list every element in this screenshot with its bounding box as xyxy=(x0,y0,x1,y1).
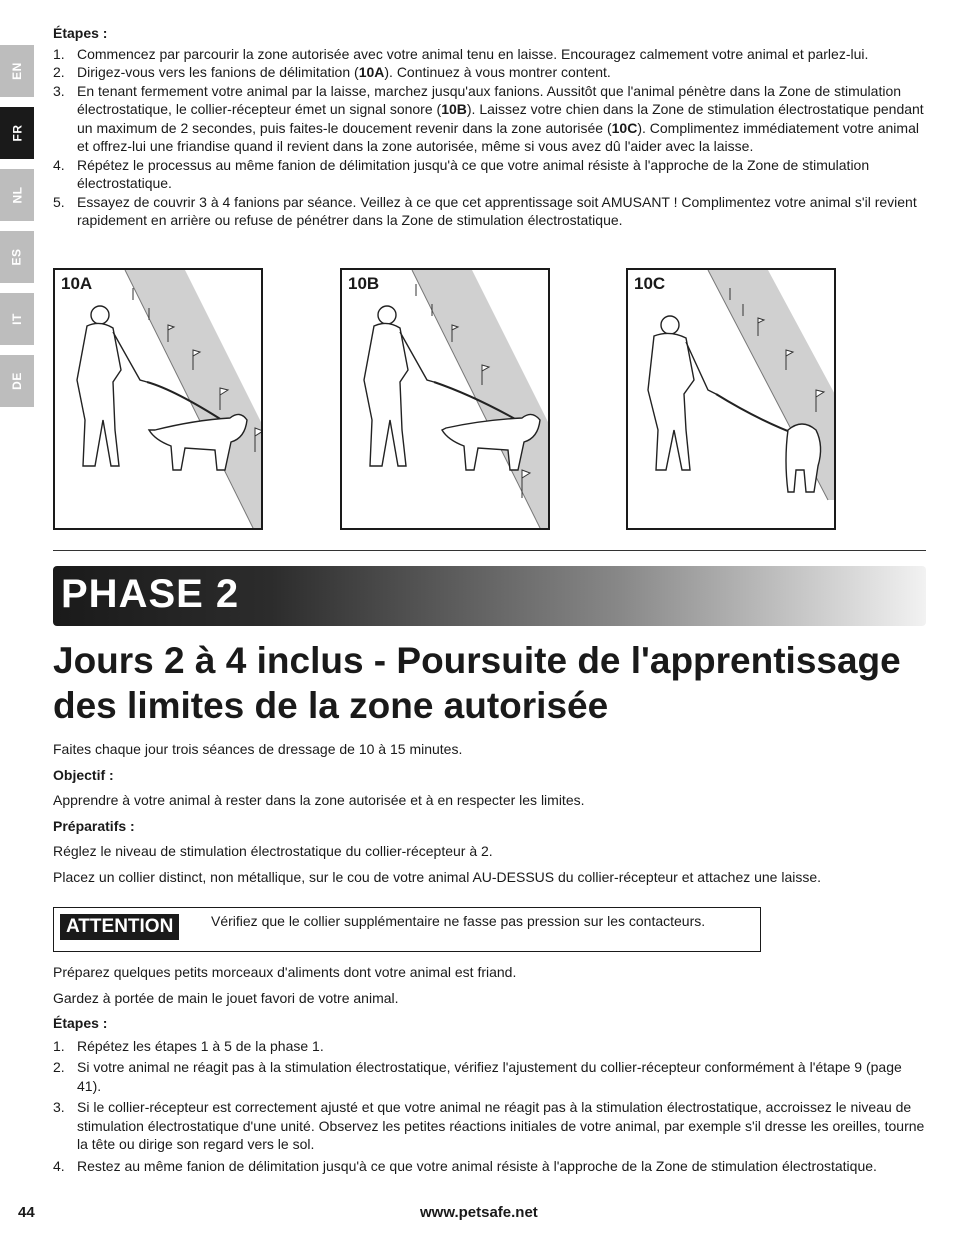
list-item-text: ). Continuez à vous montrer content. xyxy=(384,64,611,80)
figure-10b xyxy=(340,268,550,530)
list-item xyxy=(53,1157,926,1176)
lang-tab-label: ES xyxy=(9,248,24,266)
lang-tab-label: DE xyxy=(9,372,24,390)
list-item xyxy=(53,1098,926,1154)
bottom-steps-list xyxy=(53,1037,926,1176)
steps-heading-2: Étapes : xyxy=(53,1015,108,1031)
list-item-text: ). Complimentez immédiatement votre animal et offrez-lui une friandise quand il revient dans la zone autorisée, même si vous avez dû l'aider avec la laisse. xyxy=(77,119,919,154)
list-item-text: Restez au même fanion de délimitation jusqu'à ce que votre animal résiste à l'approche de la Zone de stimulation électrostatique. xyxy=(77,1157,877,1174)
list-item xyxy=(53,193,926,230)
figure-label: 10A xyxy=(61,274,93,293)
list-item-number: 2. xyxy=(53,1059,65,1075)
list-item-number: 4. xyxy=(53,156,65,173)
list-item-number: 4. xyxy=(53,1157,65,1174)
section-divider xyxy=(53,550,926,551)
list-item-text: 10C xyxy=(611,119,638,136)
figure-label: 10C xyxy=(634,274,666,293)
attention-box xyxy=(53,907,761,952)
lang-tab-label: FR xyxy=(10,124,24,142)
list-item-text: Commencez par parcourir la zone autorisée avec votre animal tenu en laisse. Encouragez calmement votre animal et parlez-lui. xyxy=(77,45,869,62)
objective-text: Apprendre à votre animal à rester dans la zone autorisée et à en respecter les limites. xyxy=(53,792,585,808)
prep-heading: Préparatifs : xyxy=(53,817,135,834)
lang-tab-label: NL xyxy=(10,186,24,204)
list-item-text: En tenant fermement votre animal par la laisse, marchez jusqu'aux fanions. Aussitôt que l'animal pénètre dans la Zone de stimulation électrostatique, le collier-récepteur émet un signal sonore ( xyxy=(77,82,902,117)
intro-section xyxy=(53,740,926,893)
lang-tab-es[interactable] xyxy=(0,231,34,283)
figures-row xyxy=(53,268,926,532)
list-item-text: Dirigez-vous vers les fanions de délimitation ( xyxy=(77,64,359,80)
figure-10b-illustration xyxy=(342,270,550,530)
lang-tab-label: IT xyxy=(9,313,24,325)
list-item-number: 1. xyxy=(53,1037,65,1054)
list-item xyxy=(53,82,926,156)
list-item-text: Essayez de couvrir 3 à 4 fanions par séance. Veillez à ce que cet apprentissage soit AMUSANT ! Complimentez votre animal s'il revient rapidement en arrière ou refuse de pénétrer dans la Zone de stimulation électrostatique. xyxy=(77,193,917,228)
list-item-text: 10B xyxy=(441,101,467,117)
prep-text-2: Placez un collier distinct, non métallique, sur le cou de votre animal AU-DESSUS du collier-récepteur et attachez une laisse. xyxy=(53,868,822,885)
steps-section-2 xyxy=(53,963,926,1178)
list-item xyxy=(53,45,926,64)
list-item-number: 3. xyxy=(53,82,65,99)
intro-text: Faites chaque jour trois séances de dressage de 10 à 15 minutes. xyxy=(53,741,463,757)
list-item-number: 5. xyxy=(53,193,65,210)
attention-text: Vérifiez que le collier supplémentaire ne fasse pas pression sur les contacteurs. xyxy=(211,913,706,929)
prep-text-1: Réglez le niveau de stimulation électrostatique du collier-récepteur à 2. xyxy=(53,843,493,859)
list-item xyxy=(53,63,926,82)
list-item-text: Si le collier-récepteur est correctement ajusté et que votre animal ne réagit pas à la stimulation électrostatique, accroissez le niveau de stimulation électrostatique d'une unité. Observez les petites réactions initiales de votre animal, par exemple s'il dresse les oreilles, tourne la tête ou dirige son regard vers le sol. xyxy=(77,1099,925,1152)
list-item xyxy=(53,156,926,193)
lang-tab-de[interactable] xyxy=(0,355,34,407)
language-tabs xyxy=(0,45,34,417)
phase-banner-label: PHASE 2 xyxy=(61,572,240,616)
lang-tab-en[interactable] xyxy=(0,45,34,97)
list-item xyxy=(53,1058,926,1095)
list-item-text: 10A xyxy=(358,64,385,80)
top-steps-list xyxy=(53,45,926,230)
list-item-number: 1. xyxy=(53,45,65,62)
figure-label: 10B xyxy=(348,274,380,293)
list-item-number: 2. xyxy=(53,64,65,80)
attention-badge: ATTENTION xyxy=(60,914,179,940)
list-item-text: ). Laissez votre chien dans la Zone de stimulation électrostatique pendant un maximum de 2 secondes, puis faites-le doucement revenir dans la zone autorisée ( xyxy=(77,101,924,136)
lang-tab-nl[interactable] xyxy=(0,169,34,221)
list-item-text: Si votre animal ne réagit pas à la stimulation électrostatique, vérifiez l'ajustement du collier-récepteur conformément à l'étape 9 (page 41). xyxy=(77,1059,902,1094)
list-item-text: Répétez les étapes 1 à 5 de la phase 1. xyxy=(77,1037,324,1054)
page-title: Jours 2 à 4 inclus - Poursuite de l'apprentissage des limites de la zone autorisée xyxy=(53,640,901,726)
prep-toy-text: Gardez à portée de main le jouet favori de votre animal. xyxy=(53,989,399,1006)
prep-food-text: Préparez quelques petits morceaux d'aliments dont votre animal est friand. xyxy=(53,964,517,980)
phase-banner xyxy=(53,566,926,626)
lang-tab-fr[interactable] xyxy=(0,107,34,159)
list-item-text: Répétez le processus au même fanion de délimitation jusqu'à ce que votre animal résiste à l'approche de la Zone de stimulation électrostatique. xyxy=(77,156,870,191)
figure-10c-illustration xyxy=(628,270,836,530)
objective-heading: Objectif : xyxy=(53,766,114,783)
steps-heading: Étapes : xyxy=(53,25,108,41)
footer-url[interactable]: www.petsafe.net xyxy=(420,1204,538,1221)
figure-10c xyxy=(626,268,836,530)
list-item xyxy=(53,1037,926,1056)
top-steps-section xyxy=(53,24,926,230)
list-item-number: 3. xyxy=(53,1099,65,1115)
figure-10a xyxy=(53,268,263,530)
page-number: 44 xyxy=(18,1204,35,1221)
figure-10a-illustration xyxy=(55,270,263,530)
lang-tab-it[interactable] xyxy=(0,293,34,345)
lang-tab-label: EN xyxy=(9,62,24,80)
